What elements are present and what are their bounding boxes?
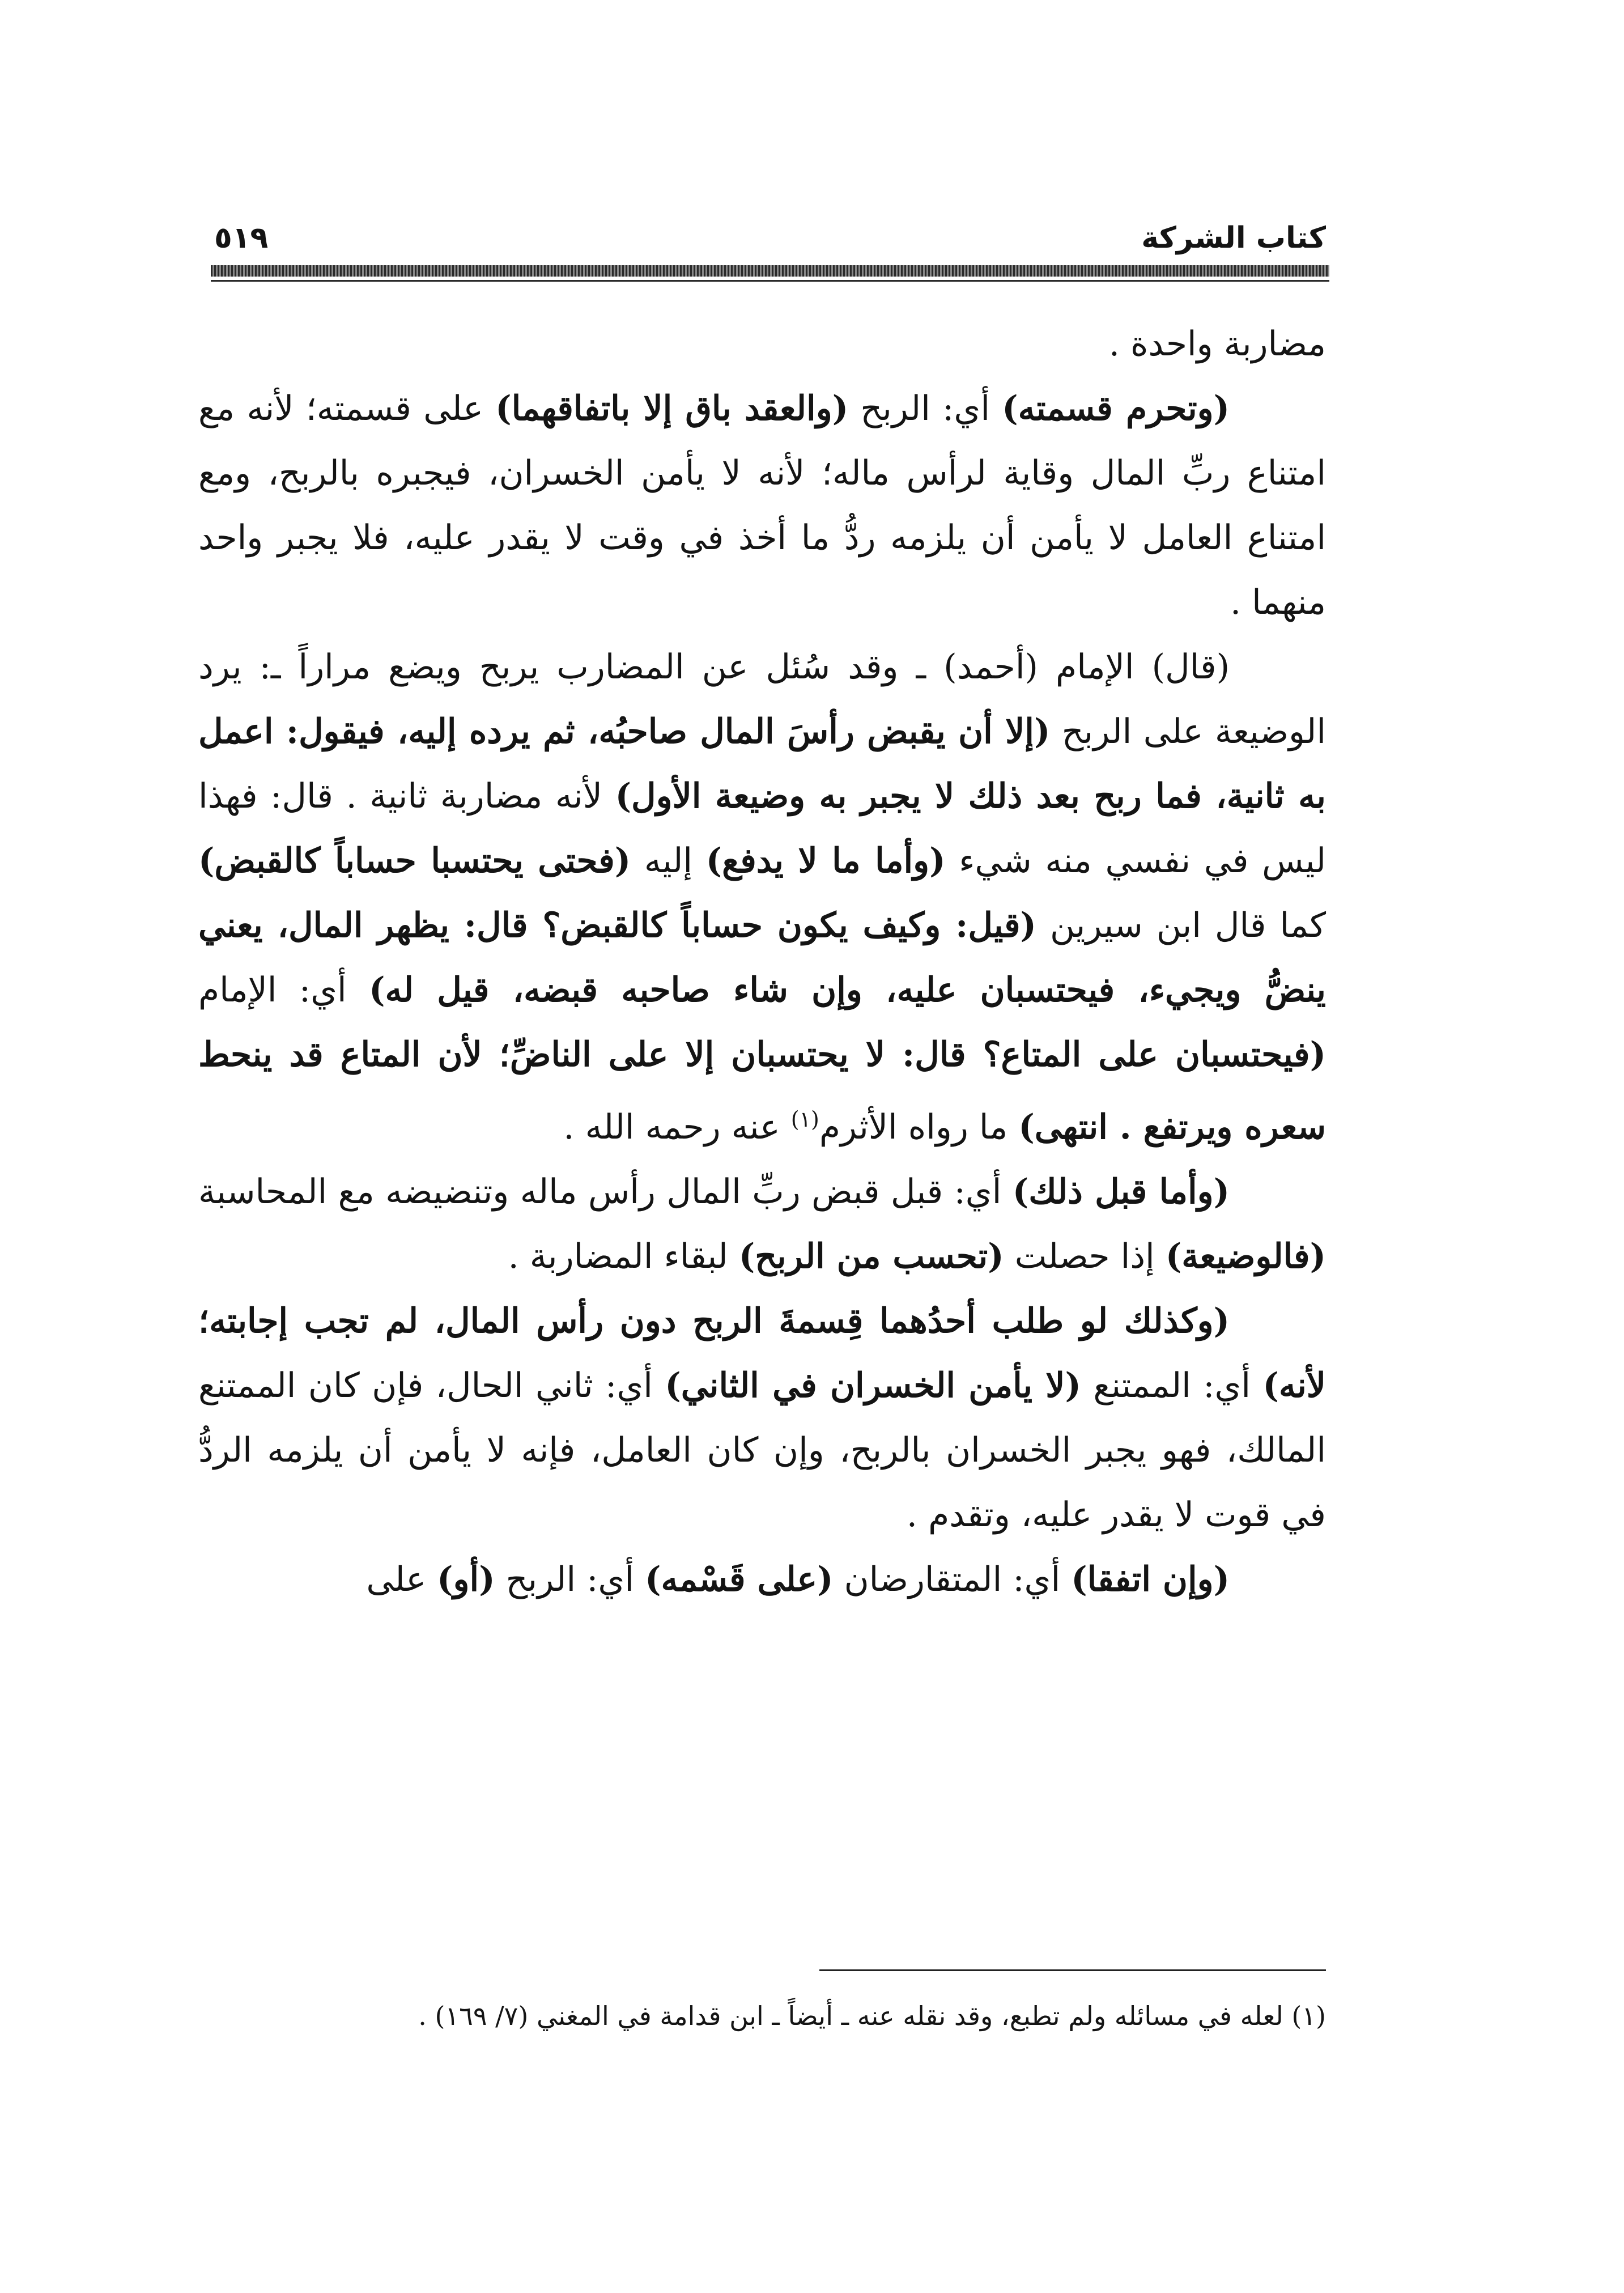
header-divider-line — [211, 280, 1329, 282]
matn-text: (فالوضيعة) — [1165, 1237, 1326, 1276]
sharh-text: إليه — [631, 841, 706, 881]
chapter-title: كتاب الشركة — [1141, 221, 1326, 255]
main-text — [198, 312, 1326, 1612]
matn-text: (وإن اتفقا) — [1071, 1560, 1230, 1599]
sharh-text: أي: قبل قبض ربِّ المال رأس ماله وتنضيضه مع المحاسبة — [198, 1172, 1013, 1212]
sharh-text: أي: الربح — [495, 1560, 645, 1599]
matn-text: (تحسب من الربح) — [738, 1237, 1004, 1276]
matn-text: (فحتى يحتسبا حساباً كالقبض) — [198, 841, 631, 881]
sharh-text: أي: المتقارضان — [833, 1560, 1072, 1599]
sharh-text: أي: الربح — [848, 389, 1002, 428]
sharh-text: لبقاء المضاربة . — [508, 1237, 739, 1276]
sharh-text: كما قال ابن سيرين — [1036, 906, 1327, 945]
paragraph — [198, 1547, 1326, 1612]
paragraph — [198, 1289, 1326, 1547]
sharh-text: مضاربة واحدة . — [1108, 324, 1326, 364]
footnote-ref: (١) — [790, 1107, 819, 1132]
matn-text: (وكذلك لو طلب أحدُهما قِسمةَ الربح دون رأس المال، لم تجب إجابته؛ لأنه) — [198, 1301, 1326, 1405]
matn-text: (فيحتسبان على المتاع؟ قال: لا يحتسبان إلا على الناضِّ؛ لأن المتاع قد ينحط سعره ويرتفع . انتهى) — [198, 1035, 1326, 1147]
paragraph — [198, 376, 1326, 635]
sharh-text: (قال) الإمام (أحمد) ـ وقد سُئل عن المضارب يربح ويضع مراراً ـ: يرد الوضيعة على الربح — [198, 647, 1326, 751]
matn-text: (قيل: وكيف يكون حساباً كالقبض؟ قال: يظهر المال، يعني ينضُّ ويجيء، فيحتسبان عليه، وإن شاء صاحبه قبضه، قيل له) — [198, 906, 1326, 1010]
matn-text: (وتحرم قسمته) — [1002, 389, 1230, 428]
paragraph — [198, 312, 1326, 376]
matn-text: (أو) — [437, 1560, 495, 1599]
paragraph — [198, 635, 1326, 1160]
sharh-text: إذا حصلت — [1004, 1237, 1166, 1276]
sharh-text: على قسمته؛ لأنه مع امتناع ربِّ المال وقاية لرأس ماله؛ لأنه لا يأمن الخسران، فيجبره بالربح، ومع امتناع العامل لا يأمن أن يلزمه ردُّ ما أخذ في وقت لا يقدر عليه، فلا يجبر واحد منهما . — [198, 389, 1326, 622]
sharh-text: أي: الإمام — [198, 970, 369, 1010]
matn-text: (إلا أن يقبض رأسَ المال صاحبُه، ثم يرده إليه، فيقول: اعمل به ثانية، فما ربح بعد ذلك لا يجبر به وضيعة الأول) — [198, 712, 1326, 816]
footnote: (١) لعله في مسائله ولم تطبع، وقد نقله عنه ـ أيضاً ـ ابن قدامة في المغني (٧/ ١٦٩) . — [418, 2001, 1326, 2031]
sharh-text: أي: ثاني الحال، فإن كان الممتنع المالك، فهو يجبر الخسران بالربح، وإن كان العامل، فإنه لا يأمن أن يلزمه الردُّ في قوت لا يقدر عليه، وتقدم . — [198, 1366, 1326, 1535]
page-number: ٥١٩ — [214, 221, 269, 255]
page-header — [214, 204, 1326, 255]
matn-text: (والعقد باق إلا باتفاقهما) — [495, 389, 849, 428]
sharh-text: ما رواه الأثرم — [819, 1107, 1019, 1147]
matn-text: (وأما قبل ذلك) — [1012, 1172, 1230, 1212]
matn-text: (وأما ما لا يدفع) — [705, 841, 946, 881]
matn-text: (لا يأمن الخسران في الثاني) — [665, 1366, 1081, 1405]
paragraph — [198, 1160, 1326, 1289]
sharh-text: أي: الممتنع — [1081, 1366, 1263, 1405]
header-divider — [211, 265, 1329, 277]
footnote-divider — [819, 1969, 1326, 1971]
sharh-text: على — [366, 1560, 437, 1599]
sharh-text: عنه رحمه الله . — [563, 1107, 791, 1147]
matn-text: (على قَسْمه) — [645, 1560, 834, 1599]
sharh-text: لأنه مضاربة ثانية . قال: فهذا ليس في نفسي منه شيء — [198, 776, 1326, 881]
